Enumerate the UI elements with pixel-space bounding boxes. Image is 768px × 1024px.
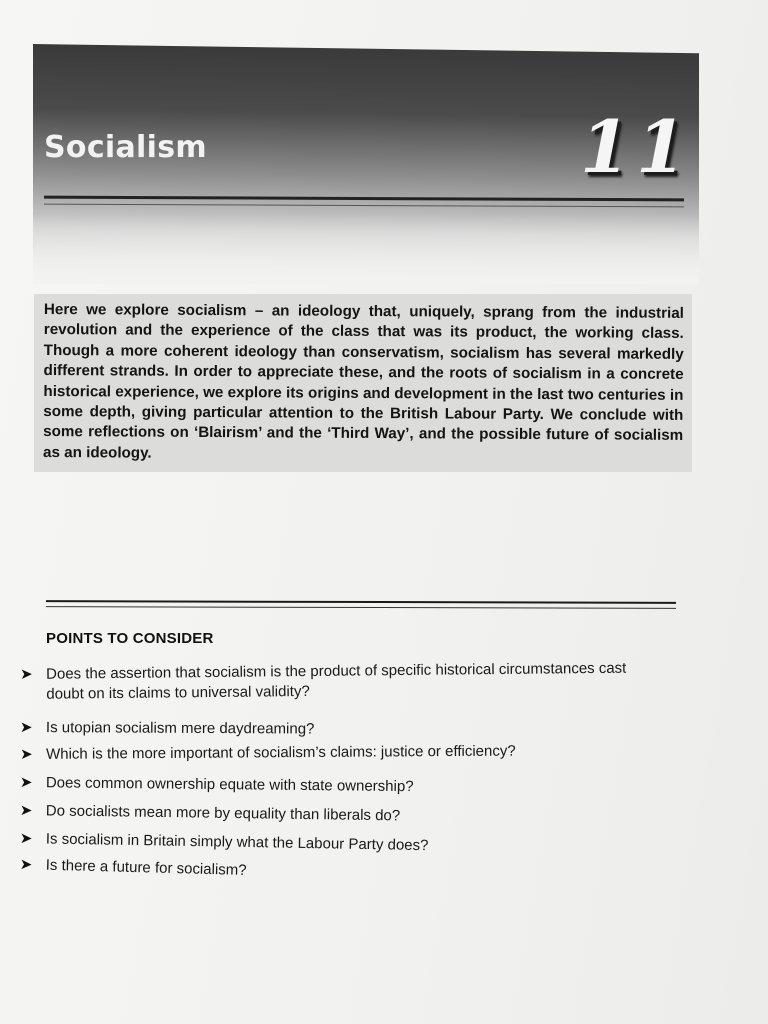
arrow-bullet-icon: ➤ [20, 665, 33, 683]
section-rule [46, 600, 676, 604]
arrow-bullet-icon: ➤ [19, 801, 33, 820]
list-item [20, 773, 680, 800]
arrow-bullet-icon: ➤ [20, 745, 33, 763]
list-item [20, 658, 680, 705]
chapter-title: Socialism [44, 130, 207, 165]
list-item [19, 855, 679, 892]
point-text: Is utopian socialism mere daydreaming? [45, 719, 315, 738]
chapter-number: 11 [580, 104, 693, 189]
list-item [20, 801, 680, 830]
intro-paragraph: Here we explore socialism – an ideology that, uniquely, sprang from the industrial revolution and the experience of the class that was its product, the working class. Though a more coherent ideology than conservatism, socialism has several markedly different strands. In order to appreciate these, and the roots of socialism in a concrete historical experience, we explore its origins and development in the last two centuries in some depth, giving particular attention to the British Labour Party. We conclude with some reflections on ‘Blairism’ and the ‘Third Way’, and the possible future of socialism as an ideology. [43, 300, 684, 462]
arrow-bullet-icon: ➤ [19, 773, 33, 792]
point-text: Which is the more important of socialism’s claims: justice or efficiency? [46, 742, 516, 763]
list-item [20, 740, 680, 765]
point-text: Does the assertion that socialism is the product of specific historical circumstances cast doubt on its claims to universal validity? [46, 659, 627, 703]
list-item [20, 829, 680, 861]
point-text: Does common ownership equate with state ownership? [45, 774, 414, 796]
arrow-bullet-icon: ➤ [19, 719, 33, 737]
points-to-consider-heading: POINTS TO CONSIDER [46, 630, 214, 647]
section-rule-thin [46, 606, 676, 609]
point-text: Do socialists mean more by equality than liberals do? [45, 802, 401, 825]
point-text: Is socialism in Britain simply what the Labour Party does? [45, 830, 429, 855]
arrow-bullet-icon: ➤ [19, 829, 33, 848]
list-item [20, 718, 680, 741]
chapter-header-fade [33, 214, 699, 284]
arrow-bullet-icon: ➤ [19, 855, 33, 874]
point-text: Is there a future for socialism? [45, 856, 247, 879]
